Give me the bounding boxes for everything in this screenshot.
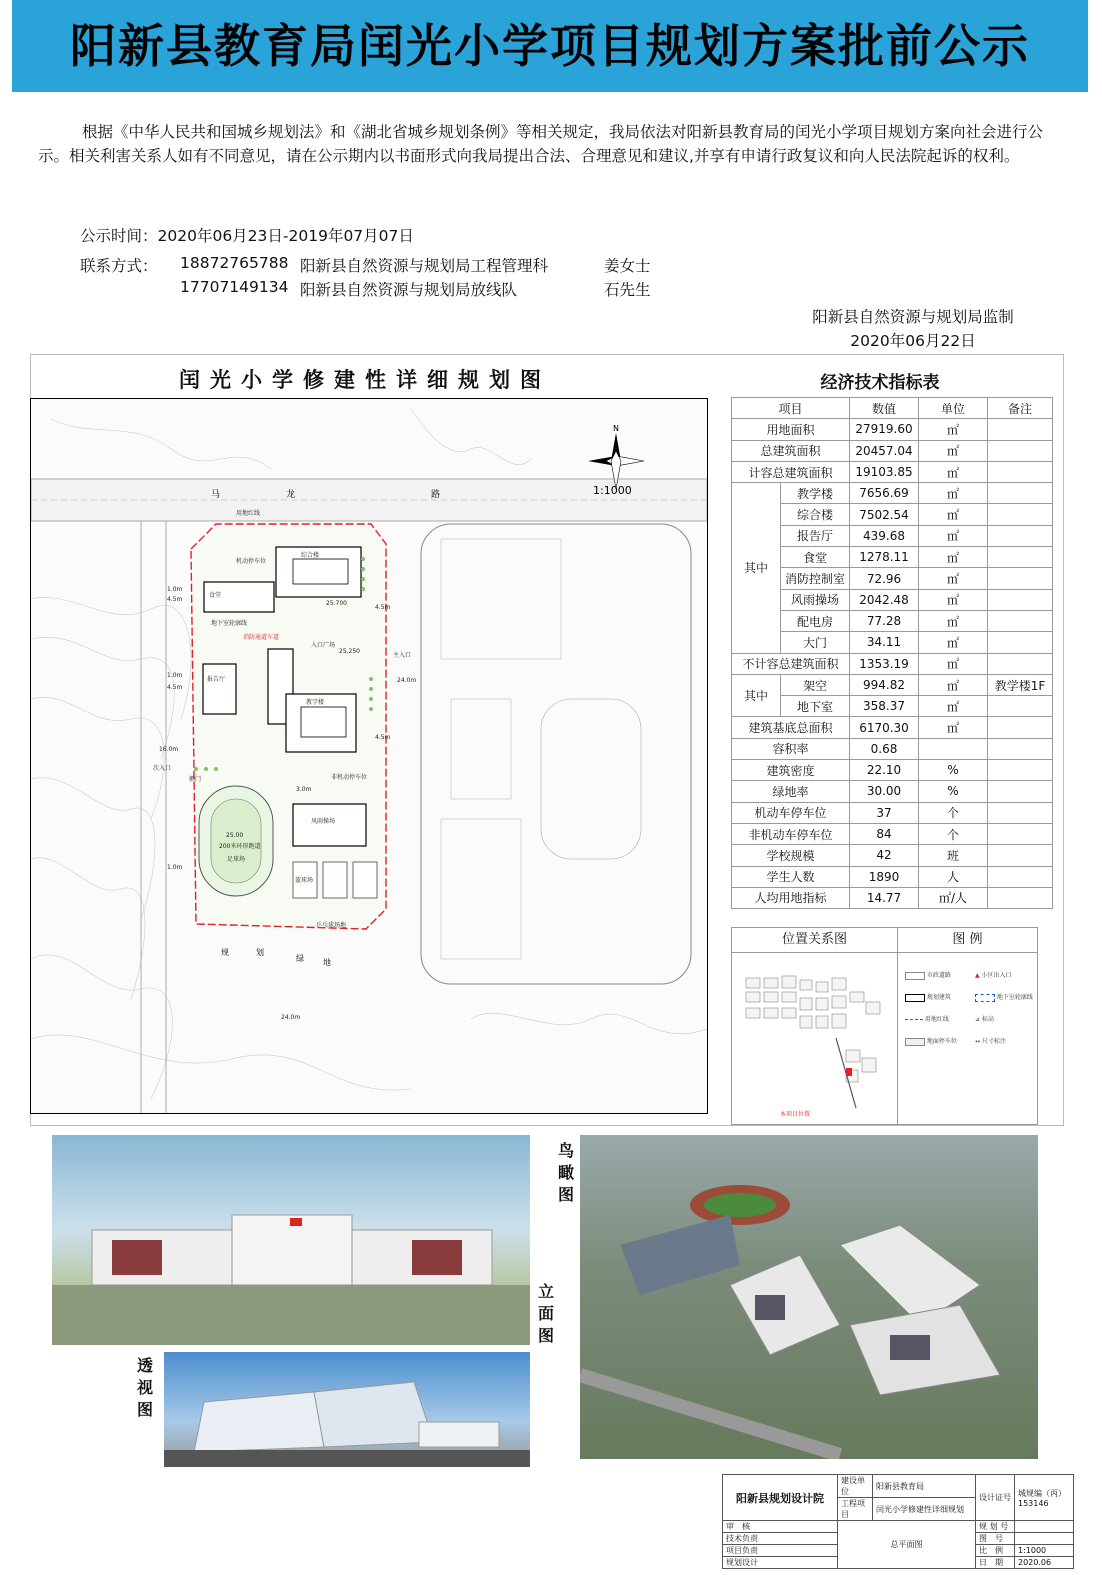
table-row: 报告厅 439.68 ㎡ bbox=[732, 525, 1053, 546]
site-plan-map bbox=[30, 398, 708, 1114]
aerial-drawing bbox=[580, 1135, 1038, 1459]
boundary-legend-icon bbox=[905, 1019, 923, 1020]
plan-title: 闰光小学修建性详细规划图 bbox=[179, 368, 551, 392]
building-auditorium bbox=[203, 664, 236, 714]
time-value: 2020年06月23日-2019年07月07日 bbox=[157, 227, 414, 245]
label-fire-lane: 消防通道车道 bbox=[243, 634, 280, 641]
table-row: 其中 教学楼 7656.69 ㎡ bbox=[732, 483, 1053, 504]
dim-7: 24.0m bbox=[397, 677, 417, 684]
dim-9: 3.0m bbox=[296, 786, 312, 793]
page-title: 阳新县教育局闰光小学项目规划方案批前公示 bbox=[70, 19, 1030, 73]
table-row: 人均用地指标 14.77 ㎡/人 bbox=[732, 887, 1053, 908]
dim-6: 1.0m bbox=[167, 864, 183, 871]
building-legend-icon bbox=[905, 994, 925, 1002]
elevation-render bbox=[52, 1135, 530, 1345]
header-unit: 单位 bbox=[919, 398, 988, 419]
label-teaching: 教学楼 bbox=[306, 699, 325, 706]
table-row: 综合楼 7502.54 ㎡ bbox=[732, 504, 1053, 525]
table-row: 风雨操场 2042.48 ㎡ bbox=[732, 589, 1053, 610]
green-label-1: 规 bbox=[221, 948, 229, 957]
road-name-2: 龙 bbox=[286, 490, 296, 500]
label-side-entrance: 次入口 bbox=[153, 765, 172, 772]
aerial-render bbox=[580, 1135, 1038, 1459]
table-row: 消防控制室 72.96 ㎡ bbox=[732, 568, 1053, 589]
location-title: 位置关系图 bbox=[732, 928, 898, 953]
parking-legend-icon bbox=[905, 1038, 925, 1046]
dim-2: 4.5m bbox=[167, 596, 183, 603]
label-gym: 风雨操场 bbox=[311, 818, 336, 825]
perspective-label: 透视图 bbox=[136, 1356, 153, 1419]
building-gym bbox=[293, 804, 366, 846]
header-note: 备注 bbox=[988, 398, 1053, 419]
title-block: 阳新县规划设计院 建设单位 阳新县教育局 设计证号 城规编（丙）153146 工程项目 闰光小学修建性详细规划 审 核 总平面图 规 划 号 技术负责 图 号 项目负责 比 例 1:1000 规划设计 日 期 2020.06 bbox=[722, 1474, 1074, 1569]
table-row: 建筑密度 22.10 % bbox=[732, 760, 1053, 781]
legend-title: 图 例 bbox=[898, 928, 1037, 953]
perspective-drawing bbox=[164, 1352, 530, 1467]
label-underground: 地下室轮廓线 bbox=[211, 620, 248, 627]
tech-table bbox=[731, 397, 1053, 909]
dimension-legend-icon: ↔ bbox=[975, 1038, 981, 1045]
dim-3: 1.0m bbox=[167, 672, 183, 679]
dim-1: 1.0m bbox=[167, 586, 183, 593]
dim-5: 16.0m bbox=[159, 746, 179, 753]
green-label-3: 绿 bbox=[296, 954, 304, 963]
label-complex: 综合楼 bbox=[301, 552, 320, 559]
dim-8: 4.5m bbox=[375, 604, 391, 611]
north-label: N bbox=[613, 424, 619, 433]
label-canteen: 食堂 bbox=[209, 592, 222, 599]
perspective-render bbox=[164, 1352, 530, 1467]
issue-date: 2020年06月22日 bbox=[850, 332, 976, 350]
table-row: 地下室 358.37 ㎡ bbox=[732, 696, 1053, 717]
contact-org-1: 阳新县自然资源与规划局工程管理科 bbox=[300, 257, 549, 275]
location-legend-box: 位置关系图 图 例 本项目位置 市政道路 ▲ 小区出入口 规划建筑 地下室轮廓线 用地红线 ⊿ 标高 地面停车位 ↔ 尺寸标注 bbox=[731, 927, 1038, 1125]
elevation-drawing bbox=[52, 1135, 530, 1345]
label-boundary: 用地红线 bbox=[236, 510, 261, 517]
road-name-3: 路 bbox=[431, 490, 441, 500]
road-legend-icon bbox=[905, 972, 925, 980]
table-row bbox=[732, 398, 1053, 419]
label-pingpong: 乒乓球场地 bbox=[316, 922, 347, 929]
notice-time bbox=[80, 224, 414, 246]
label-auditorium: 报告厅 bbox=[207, 676, 226, 683]
label-motor-parking: 机动停车位 bbox=[236, 558, 267, 565]
table-row: 机动车停车位 37 个 bbox=[732, 802, 1053, 823]
tech-table-title: 经济技术指标表 bbox=[820, 373, 940, 393]
aerial-label: 鸟瞰图 bbox=[557, 1141, 574, 1204]
table-row: 食堂 1278.11 ㎡ bbox=[732, 547, 1053, 568]
dim-10: 4.5m bbox=[375, 734, 391, 741]
contact-person-2: 石先生 bbox=[604, 281, 651, 299]
table-row: 学生人数 1890 人 bbox=[732, 866, 1053, 887]
institute-name: 阳新县规划设计院 bbox=[723, 1475, 838, 1521]
label-side-gate: 侧门 bbox=[189, 776, 202, 783]
table-row: 配电房 77.28 ㎡ bbox=[732, 610, 1053, 631]
elevation-label: 立面图 bbox=[537, 1282, 554, 1345]
header-item: 项目 bbox=[732, 398, 850, 419]
dim-11: 24.0m bbox=[281, 1014, 301, 1021]
header-value: 数值 bbox=[850, 398, 919, 419]
contact-phone-2: 17707149134 bbox=[180, 278, 289, 296]
road-name-1: 马 bbox=[211, 490, 221, 500]
contact-phone-1: 18872765788 bbox=[180, 254, 289, 272]
elevation-legend-icon: ⊿ bbox=[975, 1016, 981, 1023]
table-row: 总建筑面积 20457.04 ㎡ bbox=[732, 440, 1053, 461]
site-marker-icon bbox=[846, 1068, 852, 1076]
table-row: 容积率 0.68 bbox=[732, 738, 1053, 759]
table-row: 学校规模 42 班 bbox=[732, 845, 1053, 866]
drawing-name: 总平面图 bbox=[838, 1521, 976, 1569]
header-banner bbox=[12, 0, 1088, 92]
issuer: 阳新县自然资源与规划局监制 bbox=[812, 308, 1014, 326]
underground-legend-icon bbox=[975, 994, 995, 1002]
label-football: 足球场 bbox=[227, 856, 246, 863]
table-row: 计容总建筑面积 19103.85 ㎡ bbox=[732, 461, 1053, 482]
location-map bbox=[736, 958, 892, 1120]
table-row: 非机动车停车位 84 个 bbox=[732, 823, 1053, 844]
site-label: 本项目位置 bbox=[780, 1111, 811, 1118]
label-elev-3: 25.00 bbox=[226, 832, 244, 839]
scale-label: 1:1000 bbox=[593, 484, 632, 497]
entrance-legend-icon: ▲ bbox=[975, 972, 980, 979]
contact-label: 联系方式： bbox=[80, 257, 158, 275]
green-label-4: 地 bbox=[323, 958, 331, 967]
label-main-entrance: 主入口 bbox=[393, 652, 412, 659]
label-basketball: 篮球场 bbox=[295, 877, 314, 884]
table-row: 用地面积 27919.60 ㎡ bbox=[732, 419, 1053, 440]
contact-person-1: 姜女士 bbox=[604, 257, 651, 275]
table-row: 不计容总建筑面积 1353.19 ㎡ bbox=[732, 653, 1053, 674]
label-track: 200米环形跑道 bbox=[219, 843, 261, 850]
label-bike-parking: 非机动停车位 bbox=[331, 774, 368, 781]
table-row: 建筑基底总面积 6170.30 ㎡ bbox=[732, 717, 1053, 738]
table-row: 其中 架空 994.82 ㎡ 教学楼1F bbox=[732, 674, 1053, 695]
green-label-2: 划 bbox=[256, 948, 264, 957]
time-label: 公示时间： bbox=[80, 227, 158, 245]
table-row: 大门 34.11 ㎡ bbox=[732, 632, 1053, 653]
dim-4: 4.5m bbox=[167, 684, 183, 691]
table-row: 绿地率 30.00 % bbox=[732, 781, 1053, 802]
label-elev-2: 25.250 bbox=[339, 648, 360, 655]
site-plan-drawing bbox=[31, 399, 707, 1113]
label-plaza: 入口广场 bbox=[311, 642, 336, 649]
contact-org-2: 阳新县自然资源与规划局放线队 bbox=[300, 281, 518, 299]
label-elev-1: 25.700 bbox=[326, 600, 347, 607]
intro-paragraph: 根据《中华人民共和国城乡规划法》和《湖北省城乡规划条例》等相关规定，我局依法对阳新县教育局的闰光小学项目规划方案向社会进行公示。相关利害关系人如有不同意见，请在公示期内以书面形式向我局提出合法、合理意见和建议,并享有申请行政复议和向人民法院起诉的权利。 bbox=[38, 123, 1044, 165]
